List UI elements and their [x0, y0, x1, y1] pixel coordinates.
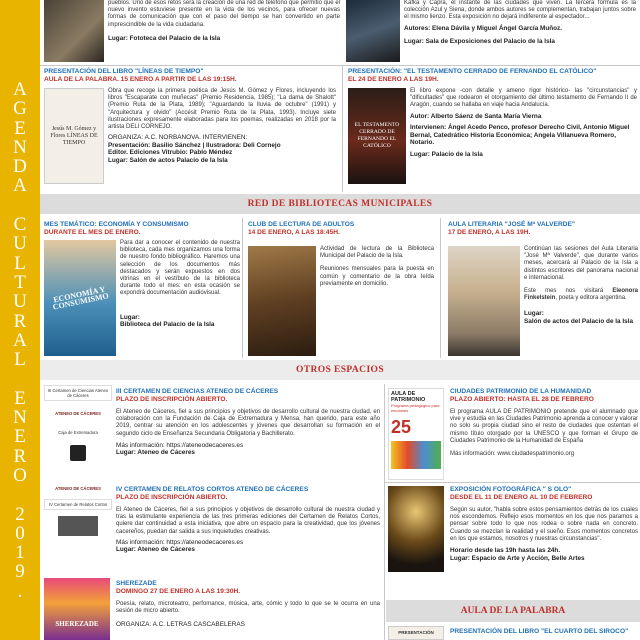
relatos-place: Lugar: Ateneo de Cáceres [116, 546, 195, 554]
patrimonio-subtitle: PLAZO ABIERTO: HASTA EL 28 DE FEBRERO [450, 396, 594, 403]
relatos-title: IV CERTAMEN DE RELATOS CORTOS ATENEO DE CÁCERES [116, 486, 309, 493]
band-bibliotecas: RED DE BIBLIOTECAS MUNICIPALES [40, 194, 640, 214]
aula-lit-visitor: Eleonora Finkelstein [524, 288, 638, 302]
telephone-photo [44, 0, 104, 62]
sidebar-letter: E [14, 387, 26, 409]
testamento-author: Autor: Alberto Sáenz de Santa María Vierna [410, 112, 542, 120]
aula-lit-place: Lugar: [524, 310, 544, 318]
sidebar-letter: T [14, 271, 26, 293]
relatos-logos [44, 486, 112, 548]
economia-title: MES TEMÁTICO: ECONOMÍA Y CONSUMISMO [44, 221, 189, 228]
lineas-title: PRESENTACIÓN DEL LIBRO "LÍNEAS DE TIEMPO" [44, 68, 204, 75]
testamento-title: PRESENTACIÓN: "EL TESTAMENTO CERRADO DE FERNANDO EL CATÓLICO" [348, 68, 597, 75]
relatos-info[interactable]: Más información: https://ateneodecaceres.es [116, 538, 244, 546]
patrimonio-poster [388, 388, 444, 480]
sidebar-letter [18, 369, 23, 388]
solo-hours: Horario desde las 19h hasta las 24h. [450, 547, 561, 555]
sidebar-letter: . [17, 580, 23, 602]
top-left-place: Lugar: Fototeca del Palacio de la Isla [108, 34, 221, 42]
sidebar-letter: 2 [15, 503, 25, 525]
club-subtitle: 14 DE ENERO, A LAS 18:45H. [248, 229, 340, 236]
aula-lit-visitor-post: , poeta y editora argentina. [555, 295, 627, 302]
sidebar [0, 0, 40, 640]
sidebar-letter: N [13, 136, 27, 158]
top-left-text: pueblos. Uno de esos retos será la creación de una red de teléfono que permitió que el nuevo invento estuviese presente en la vida de los vecinos, para ofrecer nuevas formas de comunicación que con el paso del tiempo se han convertido en parte imprescindible de la vida ciudadana. [108, 0, 340, 28]
exhibition-photo [346, 0, 400, 62]
solo-place: Lugar: Espacio de Arte y Acción, Belle Artes [450, 554, 585, 562]
ciencias-logo-2: ATENEO DE CÁCERES [55, 411, 101, 416]
sidebar-letter: L [14, 252, 26, 274]
aula-lit-subtitle: 17 DE ENERO, A LAS 19H. [448, 229, 531, 236]
sidebar-letter: R [13, 310, 27, 332]
sidebar-letter: D [13, 156, 27, 178]
patrimonio-title: CIUDADES PATRIMONIO DE LA HUMANIDAD [450, 388, 592, 395]
economia-body: Para dar a conocer el contenido de nuestra biblioteca, cada mes organizamos una forma de nuestro fondo bibliográfico. Haremos una selección de los documentos más destacados y serán expuestos en dos vitrinas en el vestíbulo de la biblioteca durante todo el mes: en esta ocasión se expondrá documentación audiovisual. [120, 240, 240, 297]
sidebar-letter: 0 [15, 522, 25, 544]
aula-lit-body: Continúan las sesiones del Aula Literaria "José Mª Valverde", que durante varios meses, acercará al Palacio de la Isla a distintos escritores del panorama nacional e internacional. [524, 246, 638, 281]
sidebar-letter: 1 [15, 542, 25, 564]
testamento-subtitle: EL 24 DE ENERO A LAS 19H. [348, 76, 439, 83]
ciencias-info[interactable]: Más información: https://ateneodecaceres.es [116, 441, 244, 449]
aula-lit-place2: Salón de actos del Palacio de la Isla [524, 318, 634, 326]
testamento-speakers: Intervienen: Ángel Acedo Penco, profesor Derecho Civil, Antonio Miguel Bernal, Catedrático Historia Económica; Angela Villanueva Romero, Notario. [410, 124, 630, 147]
sidebar-letter: G [13, 98, 27, 120]
aula-lit-title: AULA LITERARIA "JOSÉ Mª VALVERDE" [448, 221, 576, 228]
sidebar-letter: A [13, 175, 27, 197]
siroco-thumb: PRESENTACIÓN [388, 626, 444, 640]
sherezade-subtitle: DOMINGO 27 DE ENERO A LAS 19:30H. [116, 588, 241, 595]
testamento-body: El libro expone -con detalle y ameno rigor histórico- las "circunstancias" y "dificultades" que rodearon el otorgamiento del último testamento de Fernando II de Aragón, cuando se hallaba en viaje hacia Andalucía. [410, 88, 637, 109]
sidebar-letter: L [14, 349, 26, 371]
lineas-body: Obra que recoge la primera poética de Jesús M. Gómez y Flores, incluyendo los libros "Escaparate con muñecas" (Premio Residencia, 1985); "La dama de Shalott" (Premio Ruta de la Plata, 1989); "Aguardando la lluvia de octubre" (1991) y "Arquitectura y olvido" (Accésit Premio Ruta de la Plata, 1993). Incluye siete ilustraciones expresamente elaboradas para los poemas, realizadas en 2018 por la artista DELI CORNEJO. [108, 88, 336, 131]
mensa-logo-icon [70, 445, 86, 461]
relatos-logo-2: IV Certamen de Relatos Cortos [44, 499, 112, 510]
ciencias-logos [44, 385, 112, 485]
solo-photo [388, 486, 444, 572]
ciencias-logo-1: III Certamen de Ciencias Ateneo de Cáceres [44, 385, 112, 401]
top-right-place: Lugar: Sala de Exposiciones del Palacio de la Isla [404, 38, 555, 46]
sidebar-letter: E [14, 426, 26, 448]
economia-subtitle: DURANTE EL MES DE ENERO. [44, 229, 141, 236]
club-title: CLUB DE LECTURA DE ADULTOS [248, 221, 355, 228]
economia-place: Lugar: [120, 313, 140, 321]
relatos-logo-1: ATENEO DE CÁCERES [55, 486, 101, 491]
agenda-page [40, 0, 640, 640]
ciencias-title: III CERTAMEN DE CIENCIAS ATENEO DE CÁCERES [116, 388, 279, 395]
economia-cover: ECONOMÍA Y CONSUMISMO [44, 240, 116, 356]
aula-lit-portrait [448, 246, 520, 356]
relatos-subtitle: PLAZO DE INSCRIPCIÓN ABIERTO. [116, 494, 228, 501]
sherezade-org: ORGANIZA: A.C. LETRAS CASCABELERAS [116, 621, 245, 629]
lineas-line1: Presentación: Basilio Sánchez | Ilustradora: Deli Cornejo [108, 141, 281, 149]
sidebar-letter: A [13, 329, 27, 351]
sidebar-letter [18, 485, 23, 504]
sidebar-letter: N [13, 407, 27, 429]
solo-subtitle: DESDE EL 11 DE ENERO AL 10 DE FEBRERO [450, 494, 593, 501]
sidebar-letter: E [14, 117, 26, 139]
top-right-authors: Autores: Elena Dávila y Miguel Ángel García Muñoz. [404, 24, 563, 32]
solo-body: Según su autor, "habla sobre estos pensamientos detrás de los cuales nos escondemos. Reflejo esos momentos en los que nos paramos a pensar sobre todo lo que nos rodea o sobre nada en concreto. Cuando se mezclan la realidad y el sueño. Esos momentos concretos en los que estamos, nosotros y nuestras circunstancias". [450, 507, 638, 542]
band-aula-palabra: AULA DE LA PALABRA [386, 600, 640, 622]
sidebar-letter: C [13, 214, 27, 236]
aula-lit-visitor-pre: Este mes nos visitará [524, 288, 604, 295]
lineas-line2: Editor. Ediciones Vitrubio: Pablo Méndez [108, 149, 233, 157]
sidebar-letter: 9 [15, 561, 25, 583]
ciencias-subtitle: PLAZO DE INSCRIPCIÓN ABIERTO. [116, 396, 228, 403]
sidebar-letter: A [13, 79, 27, 100]
solo-title: EXPOSICIÓN FOTOGRÁFICA " S OLO" [450, 486, 572, 493]
testamento-book-cover: EL TESTAMENTO CERRADO DE FERNANDO EL CATÓLICO [348, 88, 406, 184]
patrimonio-poster-sub: Programa pedagógico para escolares [391, 403, 440, 413]
top-right-text: Kafka y Capra, el instante de las ciudades que viven. La tercera fórmula es la colección Azul y Siena, donde ambos autores se complementan, trabajan juntos sobre el mismo lienzo. Esta exposición no dejará indiferente al espectador... [404, 0, 636, 21]
siroco-title: PRESENTACIÓN DEL LIBRO "EL CUARTO DEL SIROCO" [450, 628, 629, 635]
lineas-subtitle: AULA DE LA PALABRA. 15 ENERO A PARTIR DE LAS 19:15H. [44, 76, 237, 83]
patrimonio-info[interactable]: Más información: www.ciudadespatrimonio.org [450, 451, 575, 458]
sidebar-letter: U [13, 233, 27, 255]
sidebar-letter: R [13, 445, 27, 467]
ciencias-logo-3: Caja de Extremadura [58, 430, 98, 435]
sidebar-letter: U [13, 291, 27, 313]
sidebar-letter [18, 196, 23, 215]
sidebar-letter: O [13, 464, 27, 486]
economia-place2: Biblioteca del Palacio de la Isla [120, 321, 215, 329]
testamento-place: Lugar: Palacio de la Isla [410, 150, 483, 158]
band-otros: OTROS ESPACIOS [40, 360, 640, 380]
lineas-book-cover: Jesús M. Gómez y Flores LÍNEAS DE TIEMPO [44, 88, 104, 184]
patrimonio-poster-num: 25 [391, 417, 412, 437]
sherezade-body: Poesía, relato, microteatro, perfomance, música, arte, cómic y todo lo que se te ocurra en una sesión de micro abierto. [116, 601, 380, 615]
club-body2: Reuniones mensuales para la puesta en común y comentario de la obra leída previamente en domicilio. [320, 266, 434, 287]
patrimonio-poster-title: AULA DE PATRIMONIO [391, 391, 426, 403]
patrimonio-body: El programa AULA DE PATRIMONIO pretende que el alumnado que vive y estudia en las Ciudades Patrimonio aprenda a conocer y valorar no solo su propia ciudad sino el resto de ciudades que ostentan el mismo título otorgado por la UNESCO y que forman el Grupo de Ciudades Patrimonio de la Humanidad de España [450, 409, 638, 444]
ciencias-body: El Ateneo de Cáceres, fiel a sus principios y objetivos de desarrollo cultural de nuestra ciudad, en colaboración con la Fundación de Caja de Extremadura y Mensa, han querido, para este año 2019, centrar su atención en los adolescentes y jóvenes que desarrollan su formación en el segundo ciclo de Enseñanza Secundaria Obligatoria y Bachillerato. [116, 409, 380, 437]
lineas-place: Lugar: Salón de actos Palacio de la Isla [108, 157, 228, 164]
agenda-vertical-title [4, 80, 36, 601]
club-body1: Actividad de lectura de la Biblioteca Municipal del Palacio de la Isla. [320, 246, 434, 260]
sherezade-poster: SHEREZADE [44, 578, 110, 640]
lineas-org: ORGANIZA: A.C. NORBANOVA. INTERVIENEN: [108, 134, 248, 142]
relatos-body: El Ateneo de Cáceres, fiel a sus principios y objetivos de desarrollo cultural de nuestra ciudad y tras la estimulante experiencia de las tres primeras ediciones del Certamen de Relatos Cortos, quiere dar continuidad a esta iniciativa, que abre un espacio para la creatividad, que los jóvenes cacereños, puedan dar salida a sus inquietudes creativas. [116, 507, 380, 535]
ciencias-place: Lugar: Ateneo de Cáceres [116, 449, 195, 457]
club-books-photo [248, 246, 316, 356]
relatos-image [58, 516, 98, 536]
sherezade-title: SHEREZADE [116, 580, 157, 587]
